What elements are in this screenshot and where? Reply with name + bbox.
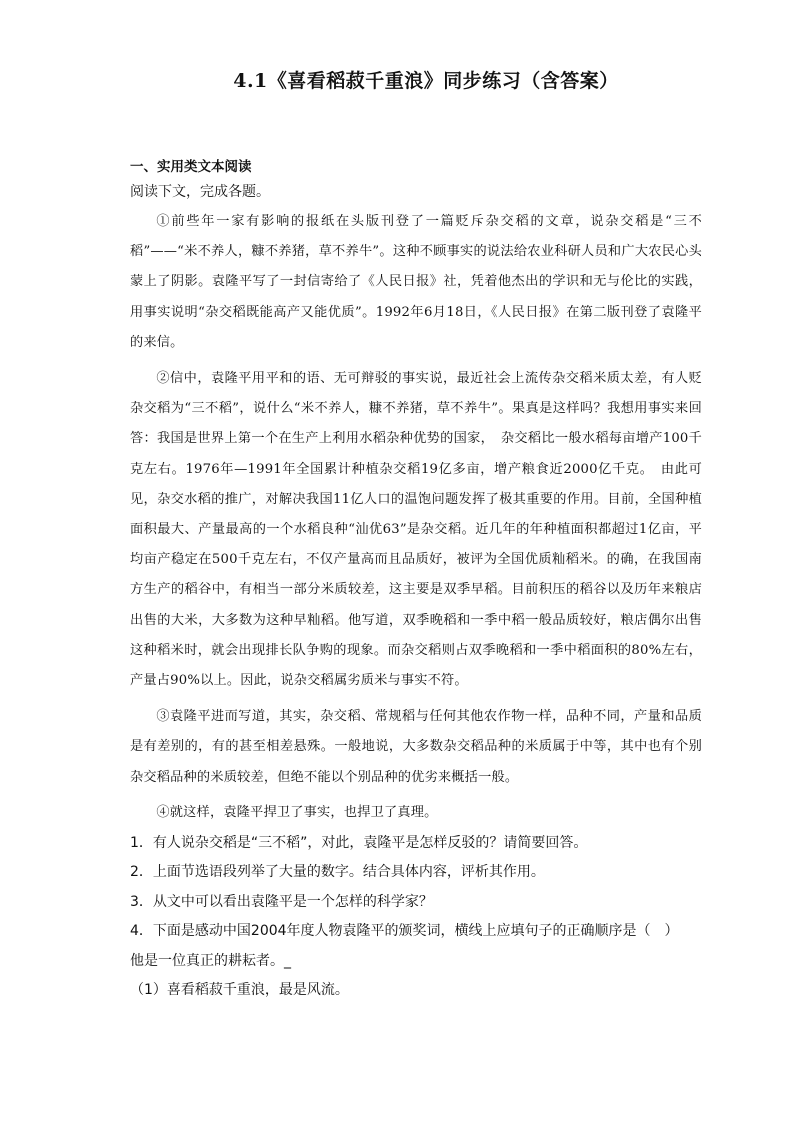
paragraph-4: ④就这样，袁隆平捍卫了事实，也捍卫了真理。 (156, 804, 438, 820)
paragraph-2: ②信中，袁隆平用平和的语、无可辩驳的事实说，最近社会上流传杂交稻米质太差，有人贬杂交稻为“三不稻”，说什么“米不养人，糠不养猪，草不养牛”。果真是这样吗？我想用事实来回答：我国是世界上第一个在生产上利用水稻杂种优势的国家， 杂交稻比一般水稻每亩增产100千克左右。1976年—1991年全国累计种植杂交稻19亿多亩，增产粮食近2000亿千克。 由此可见，杂交水稻的推广，对解决我国11亿人口的温饱问题发挥了极其重要的作用。目前，全国种植面积最大、产量最高的一个水稻良种“汕优63”是杂交稻。近几年的年种植面积都超过1亿亩，平均亩产稳定在500千克左右，不仅产量高而且品质好，被评为全国优质籼稻米。的确，在我国南方生产的稻谷中，有相当一部分米质较差，这主要是双季早稻。目前积压的稻谷以及历年来粮店出售的大米，大多数为这种早籼稻。他写道，双季晚稻和一季中稻一般品质较好，粮店偶尔出售这种稻米时，就会出现排长队争购的现象。而杂交稻则占双季晚稻和一季中稻面积的80%左右，产量占90%以上。因此，说杂交稻属劣质米与事实不符。 (130, 371, 702, 689)
question-3: 3．从文中可以看出袁隆平是一个怎样的科学家？ (130, 893, 433, 910)
question-2: 2．上面节选语段列举了大量的数字。结合具体内容，评析其作用。 (130, 864, 545, 881)
question-4: 4．下面是感动中国2004年度人物袁隆平的颁奖词，横线上应填句子的正确顺序是（ ） (130, 923, 679, 940)
reading-instruction: 阅读下文，完成各题。 (130, 184, 270, 200)
paragraph-1: ①前些年一家有影响的报纸在头版刊登了一篇贬斥杂交稻的文章，说杂交稻是“三不稻”——“米不养人，糠不养猪，草不养牛”。这种不顾事实的说法给农业科研人员和广大农民心头蒙上了阴影。袁隆平写了一封信寄给了《人民日报》社，凭着他杰出的学识和无与伦比的实践，用事实说明“杂交稻既能高产又能优质”。1992年6月18日，《人民日报》在第二版刊登了袁隆平的来信。 (130, 214, 702, 350)
paragraph-3: ③袁隆平进而写道，其实，杂交稻、常规稻与任何其他农作物一样，品种不同，产量和品质是有差别的，有的甚至相差悬殊。一般地说，大多数杂交稻品种的米质属于中等，其中也有个别杂交稻品种的米质较差，但绝不能以个别品种的优劣来概括一般。 (130, 709, 702, 785)
question-1: 1．有人说杂交稻是“三不稻”，对此，袁隆平是怎样反驳的？请简要回答。 (130, 834, 588, 851)
question-4-option-1: （1）喜看稻菽千重浪，最是风流。 (130, 982, 349, 999)
question-4-stem: 他是一位真正的耕耘者。_ (130, 952, 291, 969)
page-title: 4.1《喜看稻菽千重浪》同步练习（含答案） (233, 70, 619, 92)
question-list (130, 829, 702, 1006)
section-heading: 一、实用类文本阅读 (130, 159, 252, 175)
